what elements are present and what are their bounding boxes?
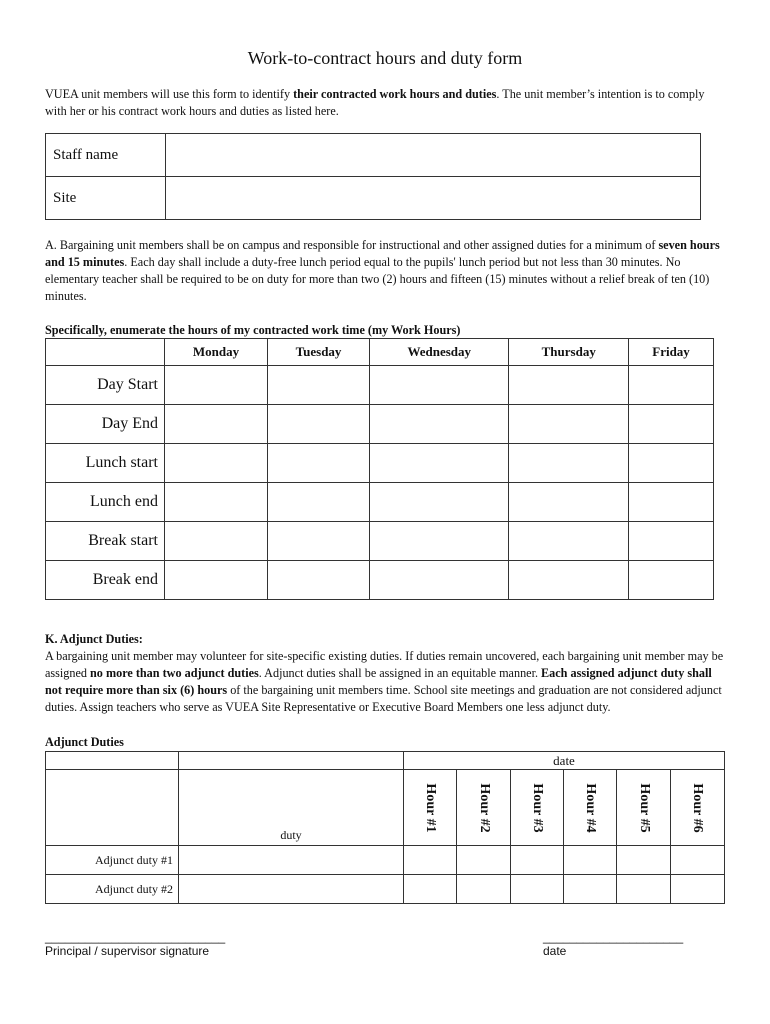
hour-6-header xyxy=(670,770,724,846)
time-cell[interactable] xyxy=(268,444,370,483)
hour-cell[interactable] xyxy=(670,875,724,904)
adjunct-duty-1-label: Adjunct duty #1 xyxy=(46,846,179,875)
row-label: Break start xyxy=(46,522,165,561)
staff-name-field[interactable] xyxy=(166,134,701,177)
time-cell[interactable] xyxy=(629,444,714,483)
intro-paragraph xyxy=(45,86,727,120)
time-cell[interactable] xyxy=(509,405,629,444)
duty-header: duty xyxy=(179,770,404,846)
hour-5-header xyxy=(617,770,670,846)
hour-2-label: Hour #2 xyxy=(476,782,492,833)
row-break-end xyxy=(46,561,714,600)
section-a-text-2: . Each day shall include a duty-free lunch period equal to the pupils' lunch period but not less than 30 minutes. No elementary teacher shall be required to be on duty for more than two (2) hours and fifteen (15) minutes without a relief break of ten (10) minutes. xyxy=(45,255,710,303)
date-signature-label: date xyxy=(543,944,567,958)
time-cell[interactable] xyxy=(268,405,370,444)
hour-6-label: Hour #6 xyxy=(690,782,706,833)
time-cell[interactable] xyxy=(509,444,629,483)
time-cell[interactable] xyxy=(268,483,370,522)
section-k-bold-2: Each assigned adjunct duty shall not require more than six (6) hours xyxy=(45,666,712,697)
row-label: Lunch start xyxy=(46,444,165,483)
time-cell[interactable] xyxy=(509,366,629,405)
time-cell[interactable] xyxy=(165,366,268,405)
time-cell[interactable] xyxy=(165,561,268,600)
time-cell[interactable] xyxy=(165,483,268,522)
row-lunch-end xyxy=(46,483,714,522)
section-a-paragraph xyxy=(45,237,727,305)
site-field[interactable] xyxy=(166,177,701,220)
hour-cell[interactable] xyxy=(457,875,510,904)
site-row xyxy=(46,177,701,220)
blank-cell xyxy=(179,752,404,770)
time-cell[interactable] xyxy=(629,405,714,444)
hour-3-header xyxy=(510,770,563,846)
row-lunch-start xyxy=(46,444,714,483)
hour-3-label: Hour #3 xyxy=(529,782,545,833)
principal-signature-block xyxy=(45,930,225,958)
hour-cell[interactable] xyxy=(404,875,457,904)
row-label: Day Start xyxy=(46,366,165,405)
hour-cell[interactable] xyxy=(617,875,670,904)
principal-signature-label: Principal / supervisor signature xyxy=(45,944,210,958)
adjunct-date-row xyxy=(46,752,725,770)
adjunct-hours-row xyxy=(46,770,725,846)
row-label: Lunch end xyxy=(46,483,165,522)
work-hours-caption: Specifically, enumerate the hours of my contracted work time (my Work Hours) xyxy=(45,323,461,337)
section-a-text-1: A. Bargaining unit members shall be on campus and responsible for instructional and other assigned duties for a minimum of xyxy=(45,238,659,252)
hour-4-header xyxy=(564,770,617,846)
section-k-paragraph xyxy=(45,631,727,716)
row-day-start xyxy=(46,366,714,405)
time-cell[interactable] xyxy=(268,366,370,405)
time-cell[interactable] xyxy=(165,444,268,483)
time-cell[interactable] xyxy=(370,405,509,444)
section-k-text-2: . Adjunct duties shall be assigned in an equitable manner. xyxy=(258,666,542,680)
row-break-start xyxy=(46,522,714,561)
hour-cell[interactable] xyxy=(670,846,724,875)
hour-5-label: Hour #5 xyxy=(636,782,652,833)
time-cell[interactable] xyxy=(268,522,370,561)
row-label: Break end xyxy=(46,561,165,600)
hour-cell[interactable] xyxy=(457,846,510,875)
time-cell[interactable] xyxy=(370,366,509,405)
time-cell[interactable] xyxy=(629,522,714,561)
hour-cell[interactable] xyxy=(617,846,670,875)
time-cell[interactable] xyxy=(629,366,714,405)
day-tuesday: Tuesday xyxy=(268,339,370,366)
time-cell[interactable] xyxy=(629,483,714,522)
principal-signature-line[interactable]: ___________________________ xyxy=(45,930,226,944)
date-signature-line[interactable]: _____________________ xyxy=(543,930,684,944)
adjunct-row-1 xyxy=(46,846,725,875)
hour-cell[interactable] xyxy=(510,846,563,875)
day-friday: Friday xyxy=(629,339,714,366)
hour-cell[interactable] xyxy=(564,875,617,904)
time-cell[interactable] xyxy=(165,522,268,561)
intro-text-2: . The unit member’s intention is to comply with her or his contract work hours and duties as listed here. xyxy=(45,87,705,118)
work-hours-table xyxy=(45,338,714,600)
site-label: Site xyxy=(46,177,166,220)
intro-bold-1: their contracted work hours and duties xyxy=(293,87,497,101)
adjunct-caption: Adjunct Duties xyxy=(45,735,124,749)
duty-cell[interactable] xyxy=(179,875,404,904)
section-a-bold-1: seven hours and 15 minutes xyxy=(45,238,720,269)
time-cell[interactable] xyxy=(370,561,509,600)
time-cell[interactable] xyxy=(370,444,509,483)
time-cell[interactable] xyxy=(509,522,629,561)
corner-cell xyxy=(46,339,165,366)
time-cell[interactable] xyxy=(165,405,268,444)
time-cell[interactable] xyxy=(509,561,629,600)
section-k-heading: K. Adjunct Duties: xyxy=(45,632,143,646)
section-k-text-1: A bargaining unit member may volunteer for site-specific existing duties. If duties remain uncovered, each bargaining unit member may be assigned xyxy=(45,649,724,680)
hour-4-label: Hour #4 xyxy=(583,782,599,833)
hour-cell[interactable] xyxy=(564,846,617,875)
adjunct-table xyxy=(45,751,725,904)
staff-table xyxy=(45,133,701,220)
row-label: Day End xyxy=(46,405,165,444)
day-wednesday: Wednesday xyxy=(370,339,509,366)
hour-1-header xyxy=(404,770,457,846)
staff-name-row xyxy=(46,134,701,177)
day-monday: Monday xyxy=(165,339,268,366)
time-cell[interactable] xyxy=(509,483,629,522)
section-k-text-3: of the bargaining unit members time. School site meetings and graduation are not considered adjunct duties. Assign teachers who serve as VUEA Site Representative or Executive Board Members one less adjunct duty. xyxy=(45,683,722,714)
time-cell[interactable] xyxy=(370,483,509,522)
duty-cell[interactable] xyxy=(179,846,404,875)
day-thursday: Thursday xyxy=(509,339,629,366)
time-cell[interactable] xyxy=(629,561,714,600)
work-hours-header xyxy=(46,339,714,366)
hour-1-label: Hour #1 xyxy=(423,782,439,833)
adjunct-duty-2-label: Adjunct duty #2 xyxy=(46,875,179,904)
intro-text-1: VUEA unit members will use this form to identify xyxy=(45,87,294,101)
staff-name-label: Staff name xyxy=(46,134,166,177)
date-signature-block xyxy=(543,930,683,958)
hour-cell[interactable] xyxy=(404,846,457,875)
time-cell[interactable] xyxy=(370,522,509,561)
blank-cell xyxy=(46,752,179,770)
blank-cell xyxy=(46,770,179,846)
section-k-bold-1: no more than two adjunct duties xyxy=(90,666,259,680)
row-day-end xyxy=(46,405,714,444)
hour-cell[interactable] xyxy=(510,875,563,904)
adjunct-row-2 xyxy=(46,875,725,904)
hour-2-header xyxy=(457,770,510,846)
form-title: Work-to-contract hours and duty form xyxy=(247,48,523,68)
date-header: date xyxy=(404,752,725,770)
time-cell[interactable] xyxy=(268,561,370,600)
